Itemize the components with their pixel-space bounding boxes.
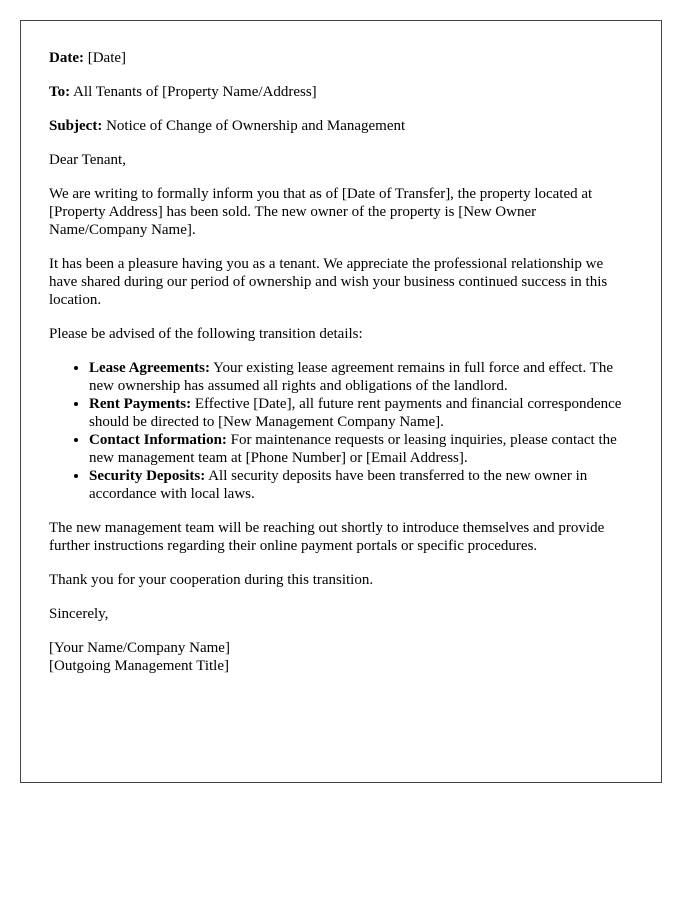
item-label: Contact Information: bbox=[89, 432, 227, 448]
list-item bbox=[89, 467, 633, 503]
signer-title: [Outgoing Management Title] bbox=[49, 658, 229, 674]
list-item bbox=[89, 395, 633, 431]
item-label: Security Deposits: bbox=[89, 468, 206, 484]
salutation: Dear Tenant, bbox=[49, 152, 126, 168]
paragraph-transfer: We are writing to formally inform you that as of [Date of Transfer], the property located at [Property Address] has been sold. The new owner of the property is [New Owner Name/Company Name]. bbox=[49, 186, 593, 238]
date-label: Date: bbox=[49, 50, 84, 66]
item-text: All security deposits have been transferred to the new owner in accordance with local laws. bbox=[89, 468, 588, 502]
item-label: Lease Agreements: bbox=[89, 360, 210, 376]
paragraph-appreciation: It has been a pleasure having you as a tenant. We appreciate the professional relationship we have shared during our period of ownership and wish your business continued success in this location. bbox=[49, 256, 608, 308]
date-value: [Date] bbox=[87, 50, 127, 66]
date-line bbox=[49, 49, 633, 67]
subject-line bbox=[49, 117, 633, 135]
list-item bbox=[89, 359, 633, 395]
item-text: For maintenance requests or leasing inquiries, please contact the new management team at [Phone Number] or [Email Address]. bbox=[89, 432, 617, 466]
transition-details-list bbox=[49, 359, 633, 503]
paragraph-thanks: Thank you for your cooperation during this transition. bbox=[49, 572, 374, 588]
item-label: Rent Payments: bbox=[89, 396, 192, 412]
signature-block bbox=[49, 639, 633, 675]
item-text: Effective [Date], all future rent payments and financial correspondence should be directed to [New Management Company Name]. bbox=[89, 396, 622, 430]
valediction: Sincerely, bbox=[49, 606, 109, 622]
item-text: Your existing lease agreement remains in full force and effect. The new ownership has assumed all rights and obligations of the landlord. bbox=[89, 360, 614, 394]
list-item bbox=[89, 431, 633, 467]
signer-name: [Your Name/Company Name] bbox=[49, 640, 230, 656]
list-intro: Please be advised of the following transition details: bbox=[49, 326, 363, 342]
to-label: To: bbox=[49, 84, 71, 100]
subject-value: Notice of Change of Ownership and Management bbox=[106, 118, 406, 134]
subject-label: Subject: bbox=[49, 118, 103, 134]
letter bbox=[20, 20, 662, 783]
to-value: All Tenants of [Property Name/Address] bbox=[73, 84, 317, 100]
to-line bbox=[49, 83, 633, 101]
paragraph-new-management: The new management team will be reaching out shortly to introduce themselves and provide further instructions regarding their online payment portals or specific procedures. bbox=[49, 520, 605, 554]
